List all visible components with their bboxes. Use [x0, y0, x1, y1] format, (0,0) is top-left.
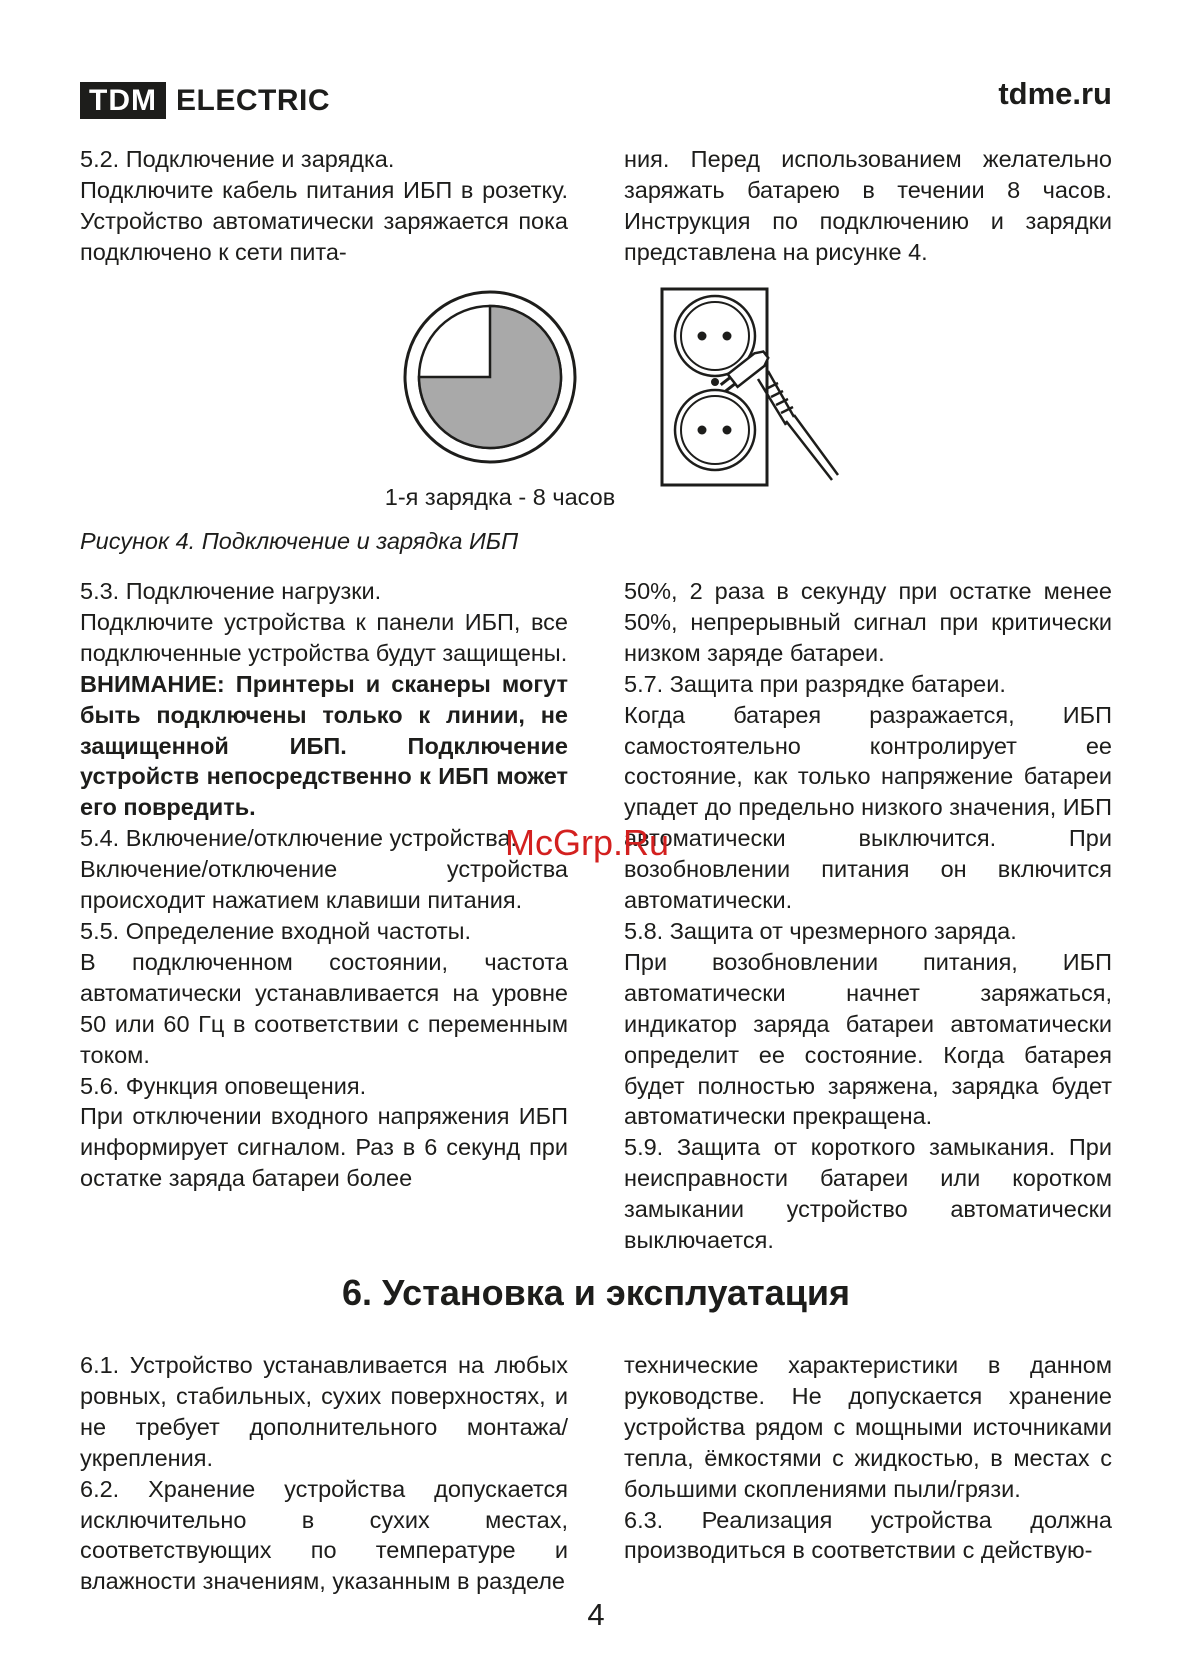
- section-heading: 5.6. Функция оповещения.: [80, 1072, 367, 1099]
- watermark: McGrp.Ru: [505, 822, 670, 863]
- figure-caption: Рисунок 4. Подключение и зарядка ИБП: [80, 528, 519, 554]
- paragraph: В подключенном состоянии, частота автоматически устанавливается на уровне 50 или 60 Гц в соответствии с переменным током.: [80, 948, 568, 1068]
- section-heading: 5.4. Включение/отключение устройства.: [80, 825, 518, 852]
- section6-right-column: [624, 1350, 1112, 1566]
- paragraph: При возобновлении питания, ИБП автоматически начнет заряжаться, индикатор заряда батареи автоматически определит ее состояние. Когда батарея будет полностью заряжена, зарядка будет автоматически прекращена.: [624, 948, 1112, 1130]
- paragraph: 6.3. Реализация устройства должна производиться в соответствии с действую-: [624, 1506, 1112, 1564]
- paragraph: 6.1. Устройство устанавливается на любых ровных, стабильных, сухих поверхностях, и не требует дополнительного монтажа/укрепления.: [80, 1352, 568, 1471]
- logo-box: TDM: [80, 82, 166, 119]
- logo-text: ELECTRIC: [175, 83, 330, 117]
- section-heading: 5.7. Защита при разрядке батареи.: [624, 670, 1006, 697]
- page-number: 4: [587, 1597, 605, 1632]
- figure-charging: [400, 285, 840, 490]
- charge-clock-icon: [405, 292, 575, 462]
- top-right-column: [624, 144, 1112, 268]
- paragraph: Подключите кабель питания ИБП в розетку. Устройство автоматически заряжается пока подключено к сети пита-: [80, 176, 568, 265]
- socket-plug-icon: [662, 289, 838, 485]
- paragraph: При отключении входного напряжения ИБП информирует сигналом. Раз в 6 секунд при остатке заряда батареи более: [80, 1103, 568, 1192]
- tdm-electric-logo: [80, 82, 330, 119]
- top-left-column: [80, 144, 568, 268]
- paragraph: технические характеристики в данном руководстве. Не допускается хранение устройства рядом с мощными источниками тепла, ёмкостями с жидкостью, в местах с большими скоплениями пыли/грязи.: [624, 1352, 1112, 1502]
- paragraph: 5.9. Защита от короткого замыкания. При неисправности батареи или коротком замыкании устройство автоматически выключается.: [624, 1134, 1112, 1254]
- section6-left-column: [80, 1350, 568, 1597]
- section-heading: 5.5. Определение входной частоты.: [80, 917, 472, 944]
- middle-right-column: [624, 576, 1112, 1256]
- middle-left-column: [80, 576, 568, 1194]
- site-url[interactable]: tdme.ru: [998, 76, 1112, 111]
- paragraph: Когда батарея разражается, ИБП самостоятельно контролирует ее состояние, как только напряжение батареи упадет до предельно низкого значения, ИБП автоматически выключится. При возобновлении питания он включится автоматически.: [624, 701, 1112, 914]
- paragraph: 6.2. Хранение устройства допускается исключительно в сухих местах, соответствующих по температуре и влажности значениям, указанным в разделе: [80, 1475, 568, 1595]
- paragraph: 50%, 2 раза в секунду при остатке менее 50%, непрерывный сигнал при критически низком заряде батареи.: [624, 578, 1112, 666]
- section-heading: 5.3. Подключение нагрузки.: [80, 578, 382, 604]
- warning-paragraph: ВНИМАНИЕ: Принтеры и сканеры могут быть подключены только к линии, не защищенной ИБП. Подключение устройств непосредственно к ИБП может его повредить.: [80, 670, 568, 821]
- section-heading: 5.8. Защита от чрезмерного заряда.: [624, 917, 1017, 944]
- figure-label: 1-я зарядка - 8 часов: [384, 484, 616, 510]
- paragraph: 5.2. Подключение и зарядка.: [80, 146, 395, 172]
- paragraph: ния. Перед использованием желательно заряжать батарею в течении 8 часов. Инструкция по подключению и зарядки представлена на рисунке 4.: [624, 146, 1112, 265]
- section-title: 6. Установка и эксплуатация: [342, 1272, 850, 1313]
- paragraph: Включение/отключение устройства происходит нажатием клавиши питания.: [80, 856, 568, 914]
- paragraph: Подключите устройства к панели ИБП, все подключенные устройства будут защищены.: [80, 608, 568, 666]
